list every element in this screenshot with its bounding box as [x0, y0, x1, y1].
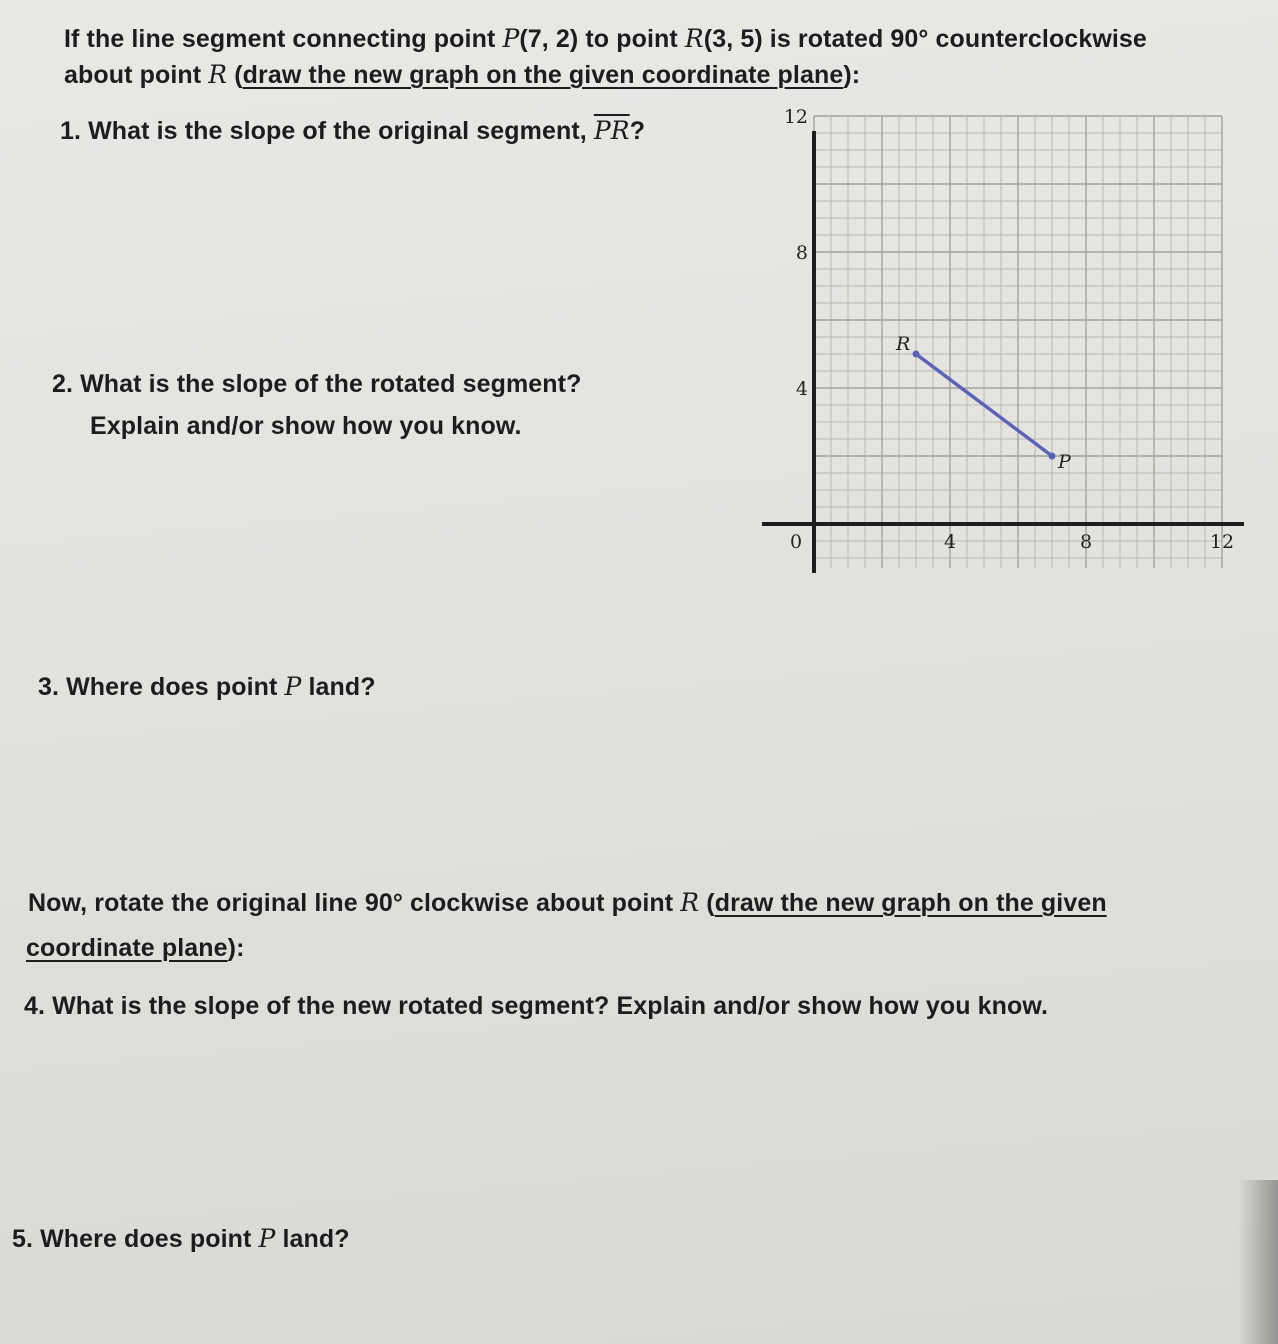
- x-tick-label: 4: [943, 531, 957, 553]
- question-5-end: land?: [275, 1225, 350, 1253]
- question-4: [24, 992, 1048, 1021]
- x-tick-label: 12: [1209, 531, 1235, 553]
- intro-end: ):: [843, 61, 861, 89]
- point-r-coords: (3, 5): [703, 25, 763, 53]
- question-2-explain: Explain and/or show how you know.: [90, 412, 522, 440]
- intro-text-1: If the line segment connecting point: [64, 25, 503, 53]
- segment-pr-label: $\overline{PR}$: [593, 116, 630, 145]
- question-1: [60, 116, 645, 146]
- intro-instruction: draw the new graph on the given coordinate plane: [242, 61, 844, 89]
- point-r-label: R: [896, 333, 911, 355]
- x-tick-label: 8: [1079, 531, 1093, 553]
- intro-paren: (: [227, 61, 243, 89]
- y-tick-label: 8: [795, 242, 808, 264]
- page-edge-shadow: [1238, 1180, 1278, 1344]
- question-5: [12, 1224, 350, 1254]
- now-text: Now, rotate the original line 90° clockwise about point: [28, 889, 681, 917]
- question-3-var: P: [284, 672, 302, 701]
- point-p-label: P: [502, 24, 520, 53]
- intro-text-2: to point: [578, 25, 685, 53]
- intro-line-1: [64, 24, 1147, 54]
- intro-text-3: is rotated 90° counterclockwise: [762, 25, 1147, 53]
- now-end: ):: [227, 934, 245, 962]
- question-2: [52, 370, 581, 399]
- point-p: [1049, 453, 1056, 460]
- now-instruction-1: draw the new graph on the given: [714, 889, 1107, 917]
- question-1-end: ?: [629, 117, 646, 145]
- intro-r-var: R: [208, 60, 228, 89]
- now-instruction-2: coordinate plane: [26, 934, 228, 962]
- y-tick-label: 12: [783, 106, 808, 128]
- point-r: [913, 351, 920, 358]
- now-var: R: [680, 888, 700, 917]
- question-2-text: 2. What is the slope of the rotated segment?: [52, 370, 582, 398]
- x-tick-label: 0: [789, 531, 803, 553]
- now-line-2: [26, 934, 245, 963]
- coordinate-plane: [752, 106, 1252, 585]
- question-2-subtext: [90, 412, 522, 441]
- y-tick-label: 4: [795, 378, 808, 400]
- question-4-text: 4. What is the slope of the new rotated segment? Explain and/or show how you know.: [24, 992, 1049, 1020]
- question-1-text: 1. What is the slope of the original segment,: [60, 117, 594, 145]
- tick-labels: [784, 106, 1234, 553]
- question-5-text: 5. Where does point: [12, 1225, 259, 1253]
- point-p-label: P: [1058, 451, 1071, 473]
- now-paren: (: [699, 889, 715, 917]
- question-3-text: 3. Where does point: [38, 673, 285, 701]
- intro-line-2: [64, 60, 860, 90]
- question-5-var: P: [258, 1224, 276, 1253]
- question-3: [38, 672, 376, 702]
- intro-text-4: about point: [64, 61, 209, 89]
- point-r-label: R: [684, 24, 704, 53]
- now-line-1: [28, 888, 1107, 918]
- question-3-end: land?: [301, 673, 376, 701]
- grid: [814, 116, 1222, 568]
- point-p-coords: (7, 2): [519, 25, 579, 53]
